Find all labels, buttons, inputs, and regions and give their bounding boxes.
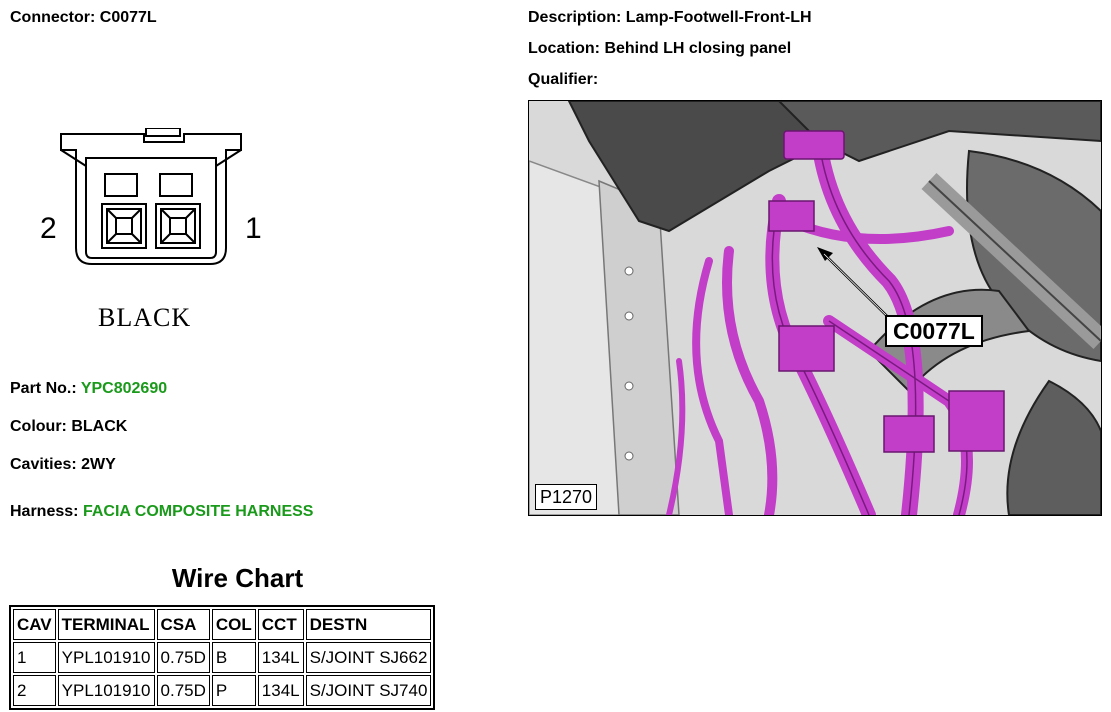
pin-number-right: 1	[245, 212, 262, 245]
cell-terminal: YPL101910	[58, 642, 155, 673]
description-value: Lamp-Footwell-Front-LH	[625, 9, 812, 26]
colour-field	[10, 418, 127, 436]
wire-chart-table	[9, 605, 435, 710]
cell-destn: S/JOINT SJ662	[306, 642, 432, 673]
harness-illustration	[529, 101, 1101, 515]
cell-csa: 0.75D	[157, 675, 210, 706]
col-header-terminal: TERMINAL	[58, 609, 155, 640]
connector-label: Connector:	[10, 9, 96, 26]
cell-destn: S/JOINT SJ740	[306, 675, 432, 706]
illustration-reference: P1270	[535, 484, 597, 510]
connector-callout: C0077L	[885, 315, 983, 347]
col-header-cav: CAV	[13, 609, 56, 640]
connector-face-diagram	[36, 128, 256, 288]
wire-chart-title: Wire Chart	[171, 563, 304, 593]
harness-label: Harness:	[10, 503, 79, 520]
cavities-value: 2WY	[81, 456, 116, 473]
cell-cav: 1	[13, 642, 56, 673]
cell-col: B	[212, 642, 256, 673]
table-row	[13, 642, 431, 673]
cell-csa: 0.75D	[157, 642, 210, 673]
harness-field	[10, 503, 313, 521]
location-label: Location:	[528, 40, 600, 57]
cell-terminal: YPL101910	[58, 675, 155, 706]
table-header-row	[13, 609, 431, 640]
pin-number-left: 2	[40, 212, 57, 245]
cavities-field	[10, 456, 116, 474]
part-no-label: Part No.:	[10, 380, 77, 397]
location-field	[528, 40, 791, 58]
cell-cct: 134L	[258, 642, 304, 673]
col-header-cct: CCT	[258, 609, 304, 640]
colour-value: BLACK	[71, 418, 128, 435]
harness-link[interactable]: FACIA COMPOSITE HARNESS	[82, 503, 314, 520]
description-label: Description:	[528, 9, 622, 26]
qualifier-field	[528, 71, 598, 89]
connector-field	[10, 9, 157, 27]
location-illustration	[528, 100, 1102, 516]
cell-col: P	[212, 675, 256, 706]
part-no-field	[10, 380, 167, 398]
connector-color-label: BLACK	[98, 303, 192, 332]
col-header-col: COL	[212, 609, 256, 640]
col-header-csa: CSA	[157, 609, 210, 640]
cell-cav: 2	[13, 675, 56, 706]
connector-value: C0077L	[99, 9, 157, 26]
location-value: Behind LH closing panel	[604, 40, 792, 57]
col-header-destn: DESTN	[306, 609, 432, 640]
cavities-label: Cavities:	[10, 456, 77, 473]
colour-label: Colour:	[10, 418, 67, 435]
cell-cct: 134L	[258, 675, 304, 706]
description-field	[528, 9, 812, 27]
part-no-link[interactable]: YPC802690	[80, 380, 168, 397]
qualifier-label: Qualifier:	[528, 71, 599, 88]
table-row	[13, 675, 431, 706]
